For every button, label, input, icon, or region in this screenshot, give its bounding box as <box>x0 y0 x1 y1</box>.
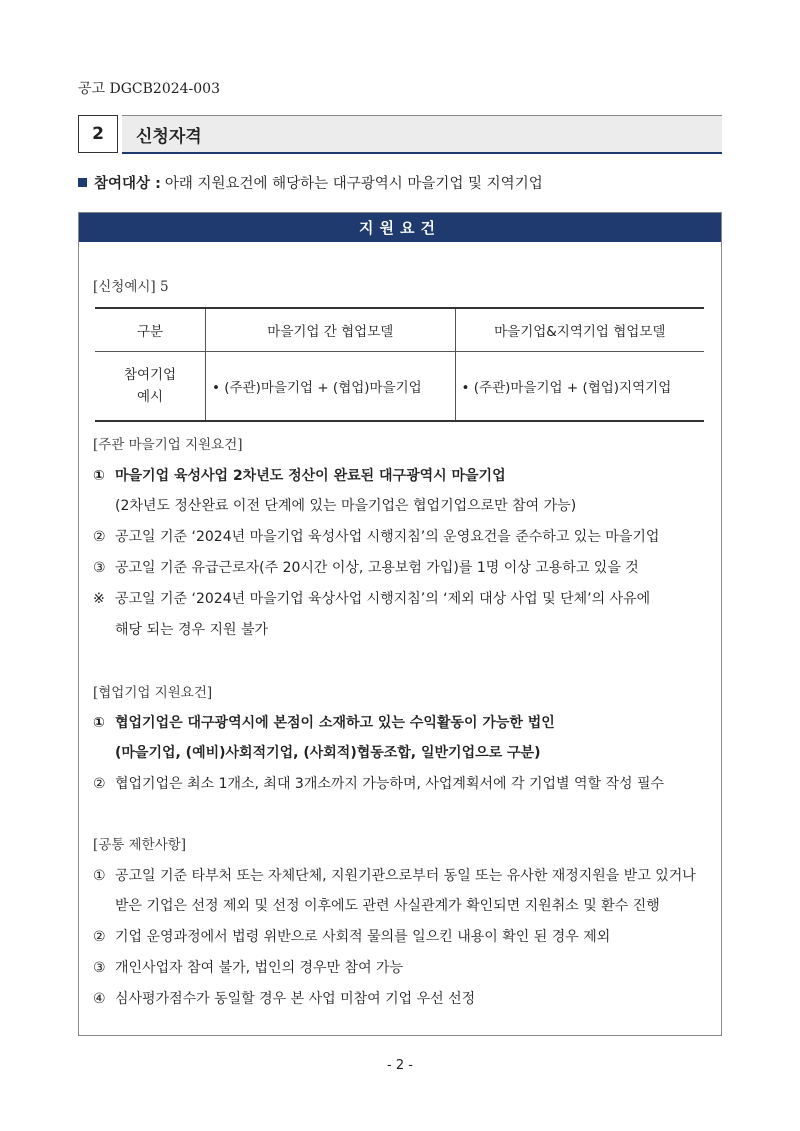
item-marker: ① <box>93 715 105 731</box>
item-text: 협업기업은 대구광역시에 본점이 소재하고 있는 수익활동이 가능한 법인 <box>115 715 555 731</box>
host-item-continuation: (2차년도 정산완료 이전 단계에 있는 마을기업은 협업기업으로만 참여 가능) <box>115 498 577 514</box>
host-item <box>93 557 639 577</box>
item-text: 공고일 기준 ‘2024년 마을기업 육성사업 시행지침’의 운영요건을 준수하고 있는 마을기업 <box>115 529 660 545</box>
row-label-line: 참여기업 <box>123 367 177 383</box>
table-row <box>95 352 704 422</box>
item-marker: ② <box>93 529 106 545</box>
item-marker: ③ <box>93 960 106 976</box>
item-marker: ③ <box>93 560 106 576</box>
common-item-continuation: 받은 기업은 선정 제외 및 선정 이후에도 관련 사실관계가 확인되면 지원취소 및 환수 진행 <box>115 898 660 914</box>
host-item <box>93 526 659 546</box>
table-header: 마을기업 간 협업모델 <box>206 308 456 352</box>
coop-item <box>93 773 664 793</box>
coop-item <box>93 712 555 732</box>
example-table <box>95 307 704 422</box>
item-marker: ② <box>93 929 106 945</box>
coop-requirements-title: [협업기업 지원요건] <box>93 685 213 701</box>
note-text: 공고일 기준 ‘2024년 마을기업 육상사업 시행지침’의 ‘제외 대상 사업 및 단체’의 사유에 <box>115 591 651 607</box>
table-cell: • (주관)마을기업 + (협업)마을기업 <box>206 352 456 422</box>
target-label: 참여대상 : <box>94 176 161 192</box>
host-item <box>93 465 506 485</box>
item-text: 협업기업은 최소 1개소, 최대 3개소까지 가능하며, 사업계획서에 각 기업별 역할 작성 필수 <box>115 776 665 792</box>
target-line <box>78 172 543 193</box>
common-item <box>93 865 696 885</box>
table-row-label <box>95 352 206 422</box>
item-text: 공고일 기준 타부처 또는 자체단체, 지원기관으로부터 동일 또는 유사한 재정지원을 받고 있거나 <box>115 868 696 884</box>
example-label: [신청예시] 5 <box>93 279 169 295</box>
item-text: 공고일 기준 유급근로자(주 20시간 이상, 고용보험 가입)를 1명 이상 고용하고 있을 것 <box>115 560 639 576</box>
note-marker: ※ <box>93 591 105 607</box>
item-text: 심사평가점수가 동일할 경우 본 사업 미참여 기업 우선 선정 <box>115 991 476 1007</box>
requirements-box <box>78 212 722 1036</box>
requirements-box-title: 지원요건 <box>79 213 721 242</box>
table-header: 구분 <box>95 308 206 352</box>
table-header-row <box>95 308 704 352</box>
item-text: 마을기업 육성사업 2차년도 정산이 완료된 대구광역시 마을기업 <box>115 468 506 484</box>
section-title: 신청자격 <box>136 126 202 147</box>
host-note-continuation: 해당 되는 경우 지원 불가 <box>115 622 269 638</box>
square-bullet-icon <box>78 178 87 187</box>
target-text: 아래 지원요건에 해당하는 대구광역시 마을기업 및 지역기업 <box>164 176 543 192</box>
common-item <box>93 988 475 1008</box>
coop-item-continuation: (마을기업, (예비)사회적기업, (사회적)협동조합, 일반기업으로 구분) <box>115 745 541 761</box>
common-item <box>93 957 403 977</box>
item-text: 기업 운영과정에서 법령 위반으로 사회적 물의를 일으킨 내용이 확인 된 경우 제외 <box>115 929 611 945</box>
common-restrictions-title: [공통 제한사항] <box>93 837 187 853</box>
item-marker: ① <box>93 468 105 484</box>
notice-number: 공고 DGCB2024-003 <box>78 81 220 97</box>
section-number: 2 <box>78 115 118 153</box>
table-cell: • (주관)마을기업 + (협업)지역기업 <box>455 352 704 422</box>
item-marker: ② <box>93 776 106 792</box>
item-text: 개인사업자 참여 불가, 법인의 경우만 참여 가능 <box>115 960 404 976</box>
section-title-bar <box>122 115 722 154</box>
row-label-line: 예시 <box>136 389 164 405</box>
common-item <box>93 926 610 946</box>
item-marker: ① <box>93 868 106 884</box>
host-requirements-title: [주관 마을기업 지원요건] <box>93 437 243 453</box>
page-number: - 2 - <box>387 1058 413 1073</box>
item-marker: ④ <box>93 991 106 1007</box>
section-header <box>78 115 722 153</box>
host-note <box>93 588 650 608</box>
table-header: 마을기업&지역기업 협업모델 <box>455 308 704 352</box>
